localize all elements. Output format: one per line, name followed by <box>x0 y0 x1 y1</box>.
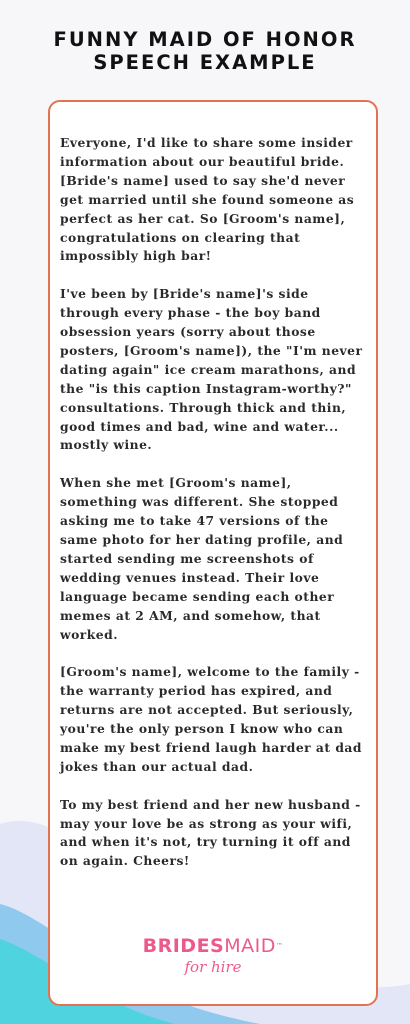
title-line-1: FUNNY MAID OF HONOR <box>53 28 357 51</box>
title-line-2: SPEECH EXAMPLE <box>93 51 317 74</box>
brand-logo <box>50 936 376 976</box>
speech-paragraph-3: When she met [Groom's name], something was different. She stopped asking me to take 47 versions of the same photo for her dating profile, and started sending me screenshots of wedding venues instead. Their love language became sending each other memes at 2 AM, and somehow, that worked. <box>60 475 344 642</box>
logo-tagline: for hire <box>184 958 242 976</box>
logo-trademark: ™ <box>275 942 284 950</box>
logo-wordmark <box>50 936 376 956</box>
speech-card <box>48 100 378 1006</box>
speech-paragraph-5: To my best friend and her new husband - may your love be as strong as your wifi, and when it's not, try turning it off and on again. Cheers! <box>60 796 361 869</box>
logo-maid-text: MAID <box>224 935 276 957</box>
speech-paragraph-2: I've been by [Bride's name]'s side through every phase - the boy band obsession years (sorry about those posters, [Groom's name]), the "I'm never dating again" ice cream marathons, and the "is this caption Instagram-worthy?" consultations. Through thick and thin, good times and bad, wine and water... mostly wine. <box>60 286 363 453</box>
speech-paragraph-4: [Groom's name], welcome to the family - the warranty period has expired, and returns are not accepted. But seriously, you're the only person I know who can make my best friend laugh harder at dad jokes than our actual dad. <box>60 664 362 774</box>
page-title <box>0 28 410 74</box>
speech-text <box>60 134 370 890</box>
logo-brides-text: BRIDES <box>142 935 225 957</box>
speech-paragraph-1: Everyone, I'd like to share some insider information about our beautiful bride. [Bride's name] used to say she'd never get married until she found someone as perfect as her cat. So [Groom's name], congratulations on clearing that impossibly high bar! <box>60 135 355 264</box>
